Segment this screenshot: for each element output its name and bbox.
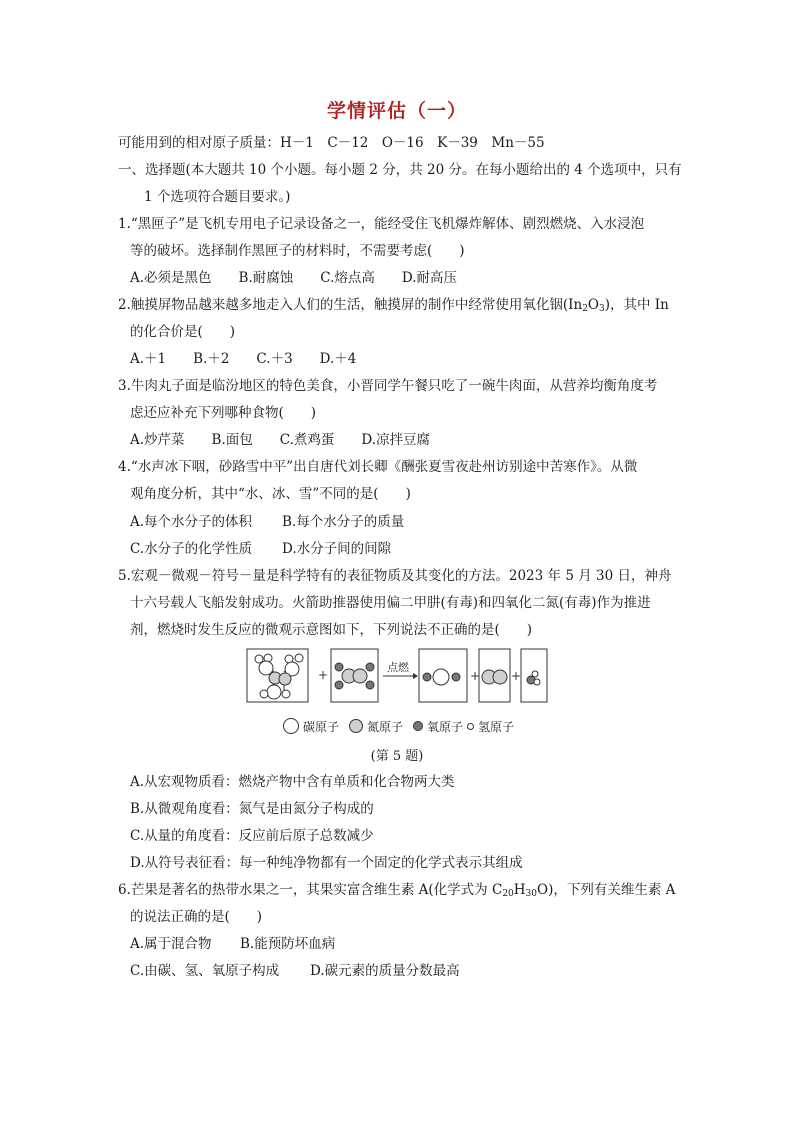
hydrogen-atom bbox=[295, 654, 303, 662]
q3-stem: 3.牛肉丸子面是临汾地区的特色美食，小晋同学午餐只吃了一碗牛肉面，从营养均衡角度考 bbox=[118, 378, 658, 394]
oxygen-atom bbox=[335, 663, 343, 671]
q6-option-b: B.能预防坏血病 bbox=[240, 936, 336, 952]
q2-stem-cont: 的化合价是( ) bbox=[130, 324, 236, 340]
svg-text:+: + bbox=[511, 669, 522, 683]
q3-options: A.炒芹菜 B.面包 C.煮鸡蛋 D.凉拌豆腐 bbox=[130, 432, 431, 448]
hydrogen-atom bbox=[282, 690, 290, 698]
oxygen-atom bbox=[423, 673, 431, 681]
q4-stem-cont: 观角度分析，其中“水、冰、雪”不同的是( ) bbox=[130, 486, 411, 502]
diagram-legend bbox=[283, 716, 514, 736]
legend-hydrogen: 氢原子 bbox=[478, 719, 515, 734]
nitrogen-atom bbox=[353, 669, 367, 683]
q4-option-d: D.水分子间的间隙 bbox=[282, 541, 392, 557]
q3-stem-cont: 虑还应补充下列哪种食物( ) bbox=[130, 405, 317, 421]
legend-carbon: 碳原子 bbox=[303, 719, 340, 734]
reaction-diagram bbox=[246, 648, 550, 704]
figure-caption: (第 5 题) bbox=[370, 749, 424, 764]
q5-option-d: D.从符号表征看：每一种纯净物都有一个固定的化学式表示其组成 bbox=[130, 855, 523, 871]
q6-option-c: C.由碳、氢、氧原子构成 bbox=[130, 963, 280, 979]
oxygen-atom bbox=[366, 681, 374, 689]
carbon-atom bbox=[267, 685, 281, 699]
q6-stem: 6.芒果是著名的热带水果之一，其果实富含维生素 A(化学式为 $C_{20}H_{30}O$)，下列有关维生素 A bbox=[118, 882, 676, 899]
q5-option-a: A.从宏观物质看：燃烧产物中含有单质和化合物两大类 bbox=[130, 774, 455, 790]
q2-stem: 2.触摸屏物品越来越多地走入人们的生活，触摸屏的制作中经常使用氧化铟$(In_2O_3)$，其中 In bbox=[118, 297, 669, 314]
carbon-atom bbox=[433, 669, 449, 685]
legend-nitrogen: 氮原子 bbox=[367, 719, 404, 734]
q5-option-c: C.从量的角度看：反应前后原子总数减少 bbox=[130, 828, 374, 844]
hydrogen-legend-icon bbox=[467, 723, 474, 730]
q2-options: A.＋1 B.＋2 C.＋3 D.＋4 bbox=[130, 351, 357, 367]
legend-oxygen: 氧原子 bbox=[427, 719, 464, 734]
q5-option-b: B.从微观角度看：氮气是由氮分子构成的 bbox=[130, 801, 374, 817]
q4-option-a: A.每个水分子的体积 bbox=[130, 514, 253, 530]
oxygen-atom bbox=[452, 673, 460, 681]
svg-text:+: + bbox=[318, 668, 329, 682]
svg-text:+: + bbox=[470, 669, 481, 683]
q5-stem-cont: 十六号载人飞船发射成功。火箭助推器使用偏二甲肼(有毒)和四氧化二氮(有毒)作为推进 bbox=[130, 595, 651, 611]
q5-stem: 5.宏观－微观－符号－量是科学特有的表征物质及其变化的方法。2023 年 5 月 30 日，神舟 bbox=[118, 568, 672, 584]
oxygen-atom bbox=[335, 681, 343, 689]
q5-stem-cont2: 剂，燃烧时发生反应的微观示意图如下，下列说法不正确的是( ) bbox=[130, 622, 533, 638]
oxygen-legend-icon bbox=[413, 721, 423, 731]
hydrogen-atom bbox=[260, 690, 268, 698]
q4-option-c: C.水分子的化学性质 bbox=[130, 541, 253, 557]
carbon-legend-icon bbox=[283, 718, 299, 734]
hydrogen-atom bbox=[534, 679, 540, 685]
q1-stem: 1.“黑匣子”是飞机专用电子记录设备之一，能经受住飞机爆炸解体、剧烈燃烧、入水浸泡 bbox=[118, 216, 645, 232]
arrow-label: 点燃 bbox=[387, 661, 409, 674]
q6-stem-cont: 的说法正确的是( ) bbox=[130, 909, 263, 925]
q4-option-b: B.每个水分子的质量 bbox=[282, 514, 405, 530]
carbon-atom bbox=[259, 661, 273, 675]
hydrogen-atom bbox=[532, 671, 538, 677]
q6-option-d: D.碳元素的质量分数最高 bbox=[310, 963, 460, 979]
nitrogen-atom bbox=[279, 673, 291, 685]
q4-stem: 4.“水声冰下咽，砂路雪中平”出自唐代刘长卿《酬张夏雪夜赴州访别途中苦寒作》。从微 bbox=[118, 459, 638, 475]
q1-options: A.必须是黑色 B.耐腐蚀 C.熔点高 D.耐高压 bbox=[130, 270, 458, 286]
q6-option-a: A.属于混合物 bbox=[130, 936, 212, 952]
section-heading: 一、选择题(本大题共 10 个小题。每小题 2 分，共 20 分。在每小题给出的 4 个选项中，只有 bbox=[118, 162, 682, 178]
oxygen-atom bbox=[366, 663, 374, 671]
nitrogen-atom bbox=[493, 670, 507, 684]
atomic-masses: 可能用到的相对原子质量：H－1 C－12 O－16 K－39 Mn－55 bbox=[118, 135, 545, 151]
q1-stem-cont: 等的破坏。选择制作黑匣子的材料时，不需要考虑( ) bbox=[130, 243, 465, 259]
nitrogen-legend-icon bbox=[349, 719, 363, 733]
page-title: 学情评估（一） bbox=[326, 100, 467, 122]
section-heading-cont: 1 个选项符合题目要求。) bbox=[144, 189, 291, 205]
